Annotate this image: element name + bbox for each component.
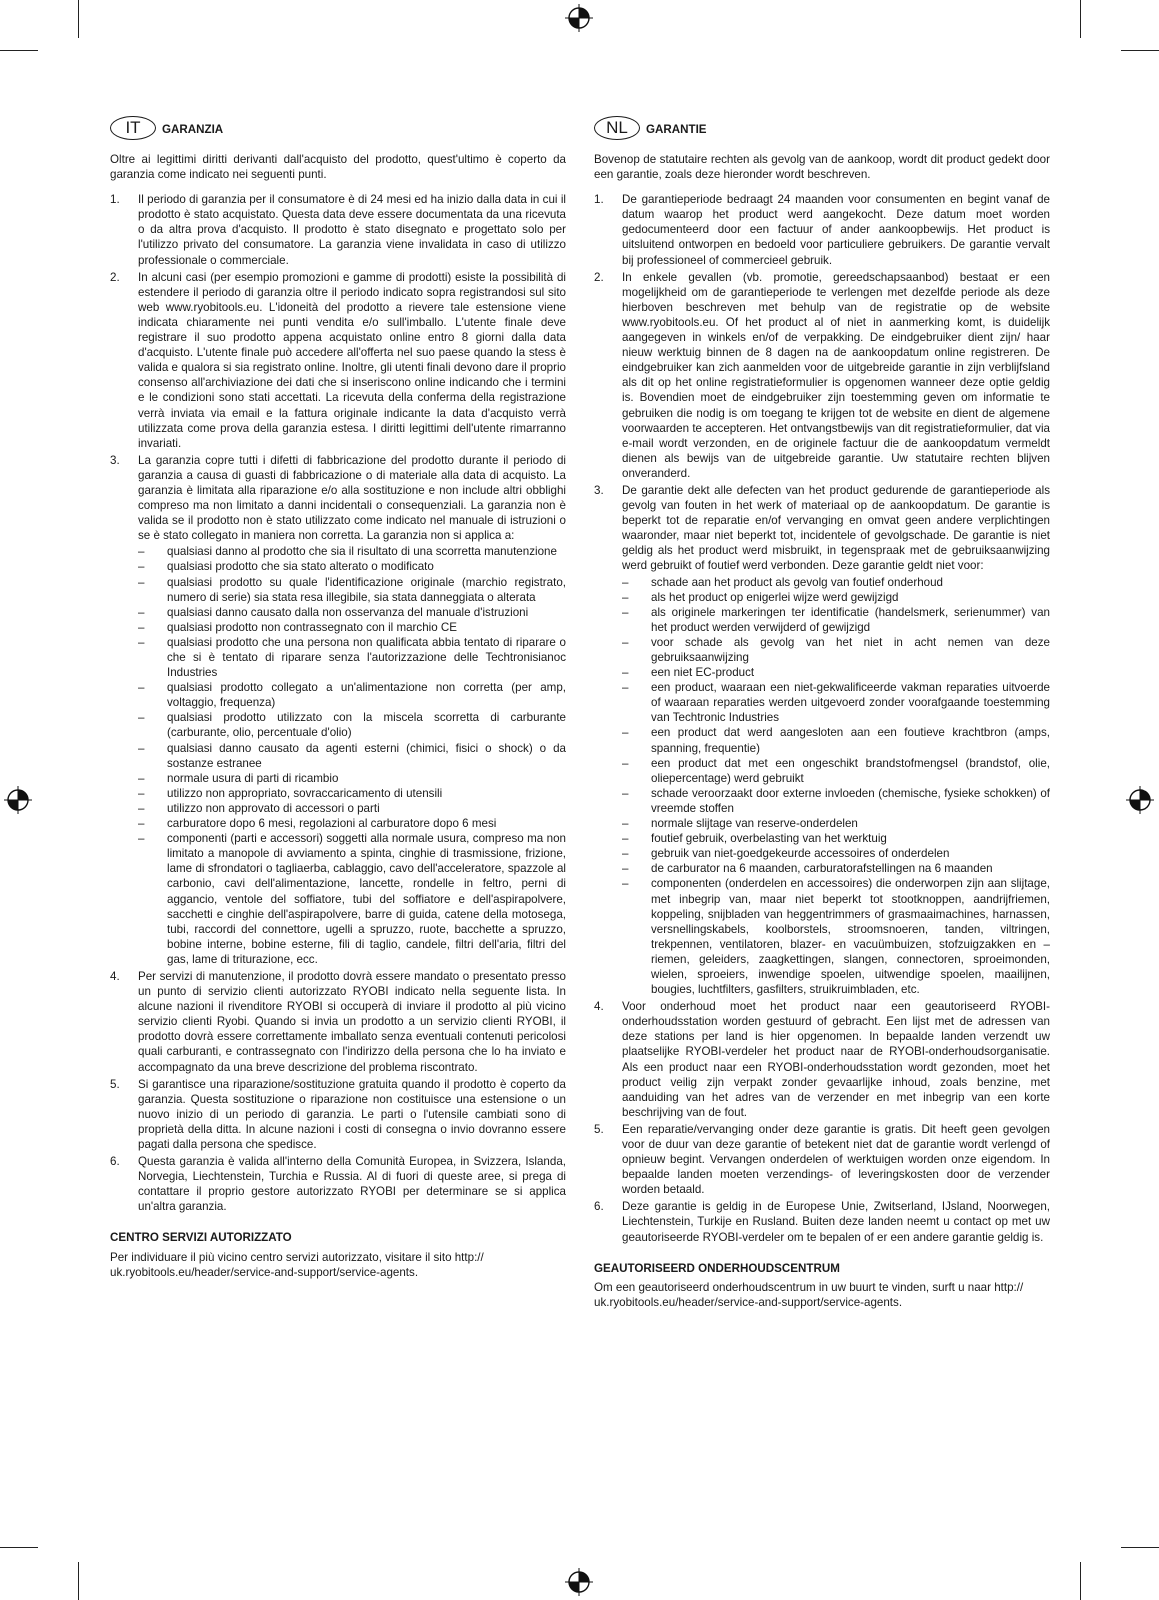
item-text: De garantie dekt alle defecten van het product gedurende de garantieperiode als gevolg van fouten in het werk of materiaal op de aankoopdatum. De garantie is beperkt tot de reparatie en/of vervanging en omvat geen andere verplichtingen waaronder, maar niet beperkt tot, incidentele of gevolgschade. De garantie is niet geldig als het product werd misbruikt, in tegenspraak met de gebruiksaanwijzing werd gebruikt of foutief werd verbonden. Deze garantie geldt niet voor:	[622, 483, 1050, 573]
exclusion-item: – normale usura di parti di ricambio	[138, 771, 339, 785]
item-text: In alcuni casi (per esempio promozioni e gamme di prodotti) esiste la possibilità di estendere il periodo di garanzia oltre il periodo indicato sopra registrandosi sul sito web www.ryobitools.eu. L'idoneità del prodotto a rievere tale estensione viene indicata chiaramente nei punti vendita e/o sull'imballo. L'utente finale deve registrare il suo prodotto appena acquistato online entro 8 giorni dalla data d'acquisto. L'utente finale può accedere all'offerta nel suo paese quando la stess è valida e qualora si sia registrato online. Inoltre, gli utenti finali devono dare il proprio consenso all'archiviazione dei dati che si inseriscono online indicando che i termini e le condizioni sono stati accettati. La ricevuta della conferma della registrazione verrà inviata via email e la fattura originale indicante la data d'acquisto verrà utilizzata come prova della garanzia estesa. I diritti legittimi dell'utente rimarranno invariati.	[138, 270, 566, 450]
item-text: Een reparatie/vervanging onder deze garantie is gratis. Dit heeft geen gevolgen voor de duur van deze garantie of betekent niet dat de garantie wordt verlengd of opnieuw begint. Vervangen onderdelen of werktuigen worden onze eigendom. In bepaalde landen moeten verzendings- of leveringskosten door de verzender worden betaald.	[622, 1122, 1050, 1197]
crop-mark-bottom-left-h	[0, 1547, 38, 1548]
item-number: 1.	[110, 193, 120, 207]
service-center-title: CENTRO SERVIZI AUTORIZZATO	[110, 1231, 292, 1245]
warranty-list	[594, 192, 1050, 1244]
item-text: In enkele gevallen (vb. promotie, gereedschapsaanbod) bestaat er een mogelijkheid om de garantieperiode te verlengen met dezelfde periode als deze hierboven beschreven met behulp van de registratie op de website www.ryobitools.eu. Of het product al of niet in aanmerking komt, is duidelijk aangegeven in winkels en/of de verpakking. De eindgebruiker dient zijn/ haar nieuw werktuig binnen de 8 dagen na de aankoopdatum online registreren. De eindgebruiker kan zich aanmelden voor de uitgebreide garantie in zijn verblijfsland als dit op het online registratieformulier is opgenomen wanneer deze optie geldig is. Bovendien moet de eindgebruiker zijn toestemming geven om informatie te gebruiken die nodig is om toegang te krijgen tot de website en dient de algemene voorwaarden te accepteren. Het ontvangstbewijs van dit registratieformulier, dat via e-mail wordt verzonden, en de originele factuur die de aankoopdatum vermeldt dienen als bewijs van de uitgebreide garantie. Uw statutaire rechten blijven onveranderd.	[622, 270, 1050, 480]
warranty-section-it	[110, 114, 566, 1280]
exclusion-item: – qualsiasi prodotto non contrassegnato con il marchio CE	[138, 620, 458, 634]
item-number: 6.	[110, 1155, 120, 1169]
list-item	[594, 270, 1050, 481]
list-item	[110, 1154, 566, 1214]
section-header	[110, 114, 566, 142]
registration-mark-icon	[4, 786, 32, 814]
crop-mark-bottom-left-v	[78, 1562, 79, 1600]
service-center-title: GEAUTORISEERD ONDERHOUDSCENTRUM	[594, 1261, 840, 1275]
item-text: Si garantisce una riparazione/sostituzione gratuita quando il prodotto è coperto da garanzia. Questa sostituzione o riparazione non costituisce una estensione o un nuovo inizio di un periodo di garanzia. Le parti o l'utensile cambiati sono di proprietà della ditta. In alcune nazioni i costi di consegna o invio dovranno essere pagati dalla persona che spedisce.	[138, 1077, 566, 1151]
item-text: De garantieperiode bedraagt 24 maanden voor consumenten en begint vanaf de datum waarop het product werd aangekocht. Deze datum moet worden gedocumenteerd door een factuur of ander aankoopbewijs. Het product is uitsluitend ontworpen en bedoeld voor particuliere gebruikers. De garantie vervalt bij professioneel of commercieel gebruik.	[622, 193, 1050, 267]
exclusion-item: – qualsiasi prodotto su quale l'identificazione originale (marchio registrato, numero di serie) sia stata resa illegibile, sia stata danneggiata o alterata	[138, 575, 566, 604]
list-item	[110, 270, 566, 451]
section-title: GARANTIE	[646, 123, 707, 137]
list-item	[594, 1122, 1050, 1197]
item-text: Il periodo di garanzia per il consumatore è di 24 mesi ed ha inizio dalla data in cui il prodotto è stato acquistato. Questa data deve essere documentata da una ricevuta o da altra prova d'acquisto. Il prodotto è stato disegnato e progettato solo per l'utilizzo privato del consumatore. La garanzia viene invalidata in caso di utilizzo professionale o commerciale.	[138, 193, 566, 267]
exclusion-item: – voor schade als gevolg van het niet in acht nemen van deze gebruiksaanwijzing	[622, 635, 1050, 664]
section-title: GARANZIA	[162, 123, 224, 137]
language-badge: NL	[594, 116, 640, 140]
item-number: 2.	[110, 270, 120, 284]
exclusion-item: – utilizzo non appropriato, sovraccaricamento di utensili	[138, 786, 443, 800]
registration-mark-icon	[565, 4, 593, 32]
warranty-section-nl	[594, 114, 1050, 1310]
item-text: Per servizi di manutenzione, il prodotto dovrà essere mandato o presentato presso un punto di servizio clienti autorizzato RYOBI indicato nella seguente lista. In alcune nazioni il rivenditore RYOBI si occuperà di inviare il prodotto al più vicino servizio clienti Ryobi. Quando si invia un prodotto a un servizio clienti RYOBI, il prodotto dovrà essere correttamente imballato senza eventuali contenuti pericolosi quali carburanti, e contrassegnato con l'indirizzo della persona che lo ha inviato e accompagnato da una breve descrizione del problema riscontrato.	[138, 969, 566, 1074]
exclusion-item: – utilizzo non approvato di accessori o parti	[138, 801, 380, 815]
exclusion-item: – qualsiasi prodotto collegato a un'alimentazione non corretta (per amp, voltaggio, frequenza)	[138, 681, 566, 710]
item-number: 5.	[110, 1077, 120, 1091]
exclusion-item: – schade veroorzaakt door externe invloeden (chemische, fysieke schokken) of vreemde stoffen	[622, 786, 1050, 815]
crop-mark-bottom-right-h	[1121, 1547, 1159, 1548]
item-number: 2.	[594, 270, 604, 284]
exclusion-item: – een niet EC-product	[622, 666, 755, 680]
exclusion-item: – normale slijtage van reserve-onderdelen	[622, 817, 858, 831]
exclusion-list	[138, 544, 566, 967]
service-center-text: Om een geautoriseerd onderhoudscentrum in uw buurt te vinden, surft u naar http:// uk.ryobitools.eu/header/service-and-support/service-agents.	[594, 1280, 1024, 1309]
exclusion-item: – schade aan het product als gevolg van foutief onderhoud	[622, 575, 943, 589]
crop-mark-bottom-right-v	[1080, 1562, 1081, 1600]
service-center-text: Per individuare il più vicino centro servizi autorizzato, visitare il sito http:// uk.ryobitools.eu/header/service-and-support/service-agents.	[110, 1250, 484, 1279]
item-number: 4.	[594, 1000, 604, 1014]
language-badge: IT	[110, 116, 156, 140]
registration-mark-icon	[565, 1568, 593, 1596]
exclusion-item: – een product dat met een ongeschikt brandstofmengsel (brandstof, olie, oliepercentage) werd gebruikt	[622, 756, 1050, 785]
item-number: 3.	[110, 453, 120, 467]
item-text: Deze garantie is geldig in de Europese Unie, Zwitserland, IJsland, Noorwegen, Liechtenstein, Turkije en Rusland. Buiten deze landen neemt u contact op met uw geautoriseerde RYOBI-verdeler om te bepalen of er een andere garantie geldig is.	[622, 1200, 1050, 1244]
item-number: 4.	[110, 969, 120, 983]
exclusion-item: – als het product op enigerlei wijze werd gewijzigd	[622, 590, 899, 604]
crop-mark-top-left-v	[78, 0, 79, 38]
exclusion-item: – een product dat werd aangesloten aan een foutieve krachtbron (amps, spanning, frequentie)	[622, 726, 1050, 755]
exclusion-item: – qualsiasi danno causato dalla non osservanza del manuale d'istruzioni	[138, 605, 529, 619]
exclusion-list	[622, 575, 1050, 998]
intro-paragraph: Oltre ai legittimi diritti derivanti dall'acquisto del prodotto, quest'ultimo è coperto da garanzia come indicato nei seguenti punti.	[110, 153, 566, 182]
list-item	[594, 192, 1050, 267]
exclusion-item: – qualsiasi prodotto utilizzato con la miscela scorretta di carburante (carburante, olio, percentuale d'olio)	[138, 711, 566, 740]
list-item	[110, 192, 566, 267]
item-number: 3.	[594, 483, 604, 497]
list-item	[110, 969, 566, 1075]
exclusion-item: – de carburator na 6 maanden, carburatorafstellingen na 6 maanden	[622, 862, 993, 876]
exclusion-item: – carburatore dopo 6 mesi, regolazioni al carburatore dopo 6 mesi	[138, 817, 497, 831]
warranty-list	[110, 192, 566, 1214]
exclusion-item: – als originele markeringen ter identificatie (handelsmerk, serienummer) van het product werden verwijderd of gewijzigd	[622, 605, 1050, 634]
intro-paragraph: Bovenop de statutaire rechten als gevolg van de aankoop, wordt dit product gedekt door een garantie, zoals deze hieronder wordt beschreven.	[594, 153, 1050, 182]
exclusion-item: – qualsiasi danno causato da agenti esterni (chimici, fisici o shock) o da sostanze estranee	[138, 741, 566, 770]
list-item	[594, 1199, 1050, 1244]
exclusion-item: – gebruik van niet-goedgekeurde accessoires of onderdelen	[622, 847, 950, 861]
exclusion-item: – componenten (onderdelen en accessoires) die onderworpen zijn aan slijtage, met inbegrip van, maar niet beperkt tot stootknoppen, aandrijfriemen, koppeling, snijbladen van heggentrimmers of grasmaaimachines, harnassen, versnellingskabels, koolborstels, stroomsnoeren, tanden, viltringen, trekpennen, ventilatoren, blazer- en vacuümbuizen, stofzuigzakken en –riemen, geleiders, zaagkettingen, slangen, connectoren, sproeimonden, wielen, sproeiers, inwendige spoelen, uitwendige spoelen, maailijnen, bougies, luchtfilters, gasfilters, struikruimbladen, etc.	[622, 877, 1050, 997]
exclusion-item: – een product, waaraan een niet-gekwalificeerde vakman reparaties uitvoerde of waaraan reparaties werden uitgevoerd zonder voorafgaande toestemming van Techtronic Industries	[622, 681, 1050, 725]
crop-mark-top-right-h	[1121, 50, 1159, 51]
list-item	[594, 483, 1050, 997]
list-item	[110, 453, 566, 967]
crop-mark-top-left-h	[0, 50, 38, 51]
list-item	[110, 1077, 566, 1152]
crop-mark-top-right-v	[1080, 0, 1081, 38]
exclusion-item: – qualsiasi danno al prodotto che sia il risultato di una scorretta manutenzione	[138, 545, 557, 559]
section-header	[594, 114, 1050, 142]
item-text: Voor onderhoud moet het product naar een geautoriseerd RYOBI-onderhoudsstation worden gestuurd of gebracht. Een lijst met de adressen van deze stations per land is hier opgenomen. In bepaalde landen verzendt uw plaatselijke RYOBI-verdeler het product naar de RYOBI-onderhoudsorganisatie. Als een product naar een RYOBI-onderhoudsstation wordt gezonden, moet het product veilig zijn verpakt zonder gevaarlijke inhoud, zoals benzine, met aanduiding van het adres van de verzender en met inbegrip van een korte beschrijving van de fout.	[622, 1000, 1050, 1119]
exclusion-item: – qualsiasi prodotto che sia stato alterato o modificato	[138, 560, 434, 574]
item-text: Questa garanzia è valida all'interno della Comunità Europea, in Svizzera, Islanda, Norvegia, Liechtenstein, Turchia e Russia. Al di fuori di queste aree, si prega di contattare il proprio gestore autorizzato RYOBI per determinare se si applica un'altra garanzia.	[138, 1155, 566, 1214]
item-number: 6.	[594, 1200, 604, 1214]
registration-mark-icon	[1126, 786, 1154, 814]
item-text: La garanzia copre tutti i difetti di fabbricazione del prodotto durante il periodo di garanzia a causa di guasti di fabbricazione o di materiale alla data di acquisto. La garanzia è limitata alla riparazione e/o alla sostituzione e non include altri obblighi compreso ma non limitato a danni incidentali o consequenziali. La garanzia non è valida se il prodotto non è stato utilizzato come indicato nel manuale di istruzioni o se è stato collegato in maniera non corretta. La garanzia non si applica a:	[138, 453, 566, 543]
exclusion-item: – foutief gebruik, overbelasting van het werktuig	[622, 832, 887, 846]
exclusion-item: – qualsiasi prodotto che una persona non qualificata abbia tentato di riparare o che si è tentato di riparare senza l'autorizzazione delle Techtronisianoc Industries	[138, 635, 566, 680]
list-item	[594, 999, 1050, 1120]
exclusion-item: – componenti (parti e accessori) soggetti alla normale usura, compreso ma non limitato a manopole di avviamento a spinta, cinghie di trasmissione, frizione, lame di sfrondatori o tagliaerba, cablaggio, cavo dell'acceleratore, spazzole al carbonio, cavi dell'alimentazione, lancette, rondelle in feltro, perni di aggancio, ventole del soffiatore, tubi del soffiatore e dell'aspirapolvere, sacchetti e cinghie dell'aspirapolvere, barre di guida, catene della motosega, tubi, raccordi del connettore, ugelli a spruzzo, ruote, bacchette a spruzzo, bobine interne, bobine esterne, fili di taglio, candele, filtri dell'aria, filtri del gas, lame di triturazione, ecc.	[138, 832, 566, 966]
item-number: 1.	[594, 193, 604, 207]
item-number: 5.	[594, 1122, 604, 1136]
